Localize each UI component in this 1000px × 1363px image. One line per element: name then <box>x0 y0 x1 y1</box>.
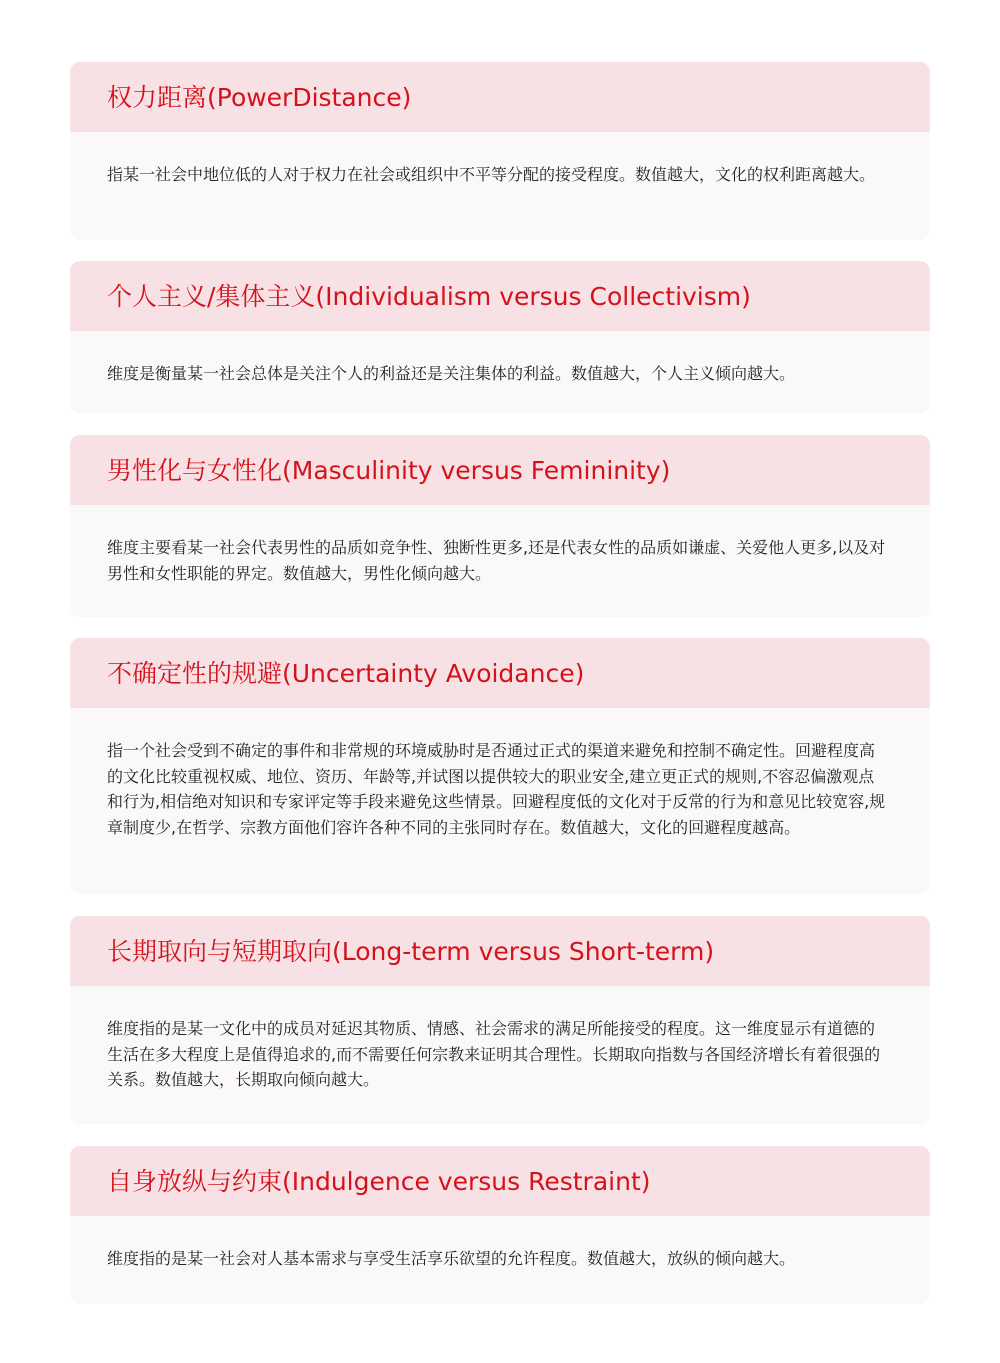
section-description: 维度主要看某一社会代表男性的品质如竞争性、独断性更多,还是代表女性的品质如谦虚、关爱他人更多,以及对男性和女性职能的界定。数值越大，男性化倾向越大。 <box>107 538 886 583</box>
section-header <box>70 435 930 505</box>
section-description: 指一个社会受到不确定的事件和非常规的环境威胁时是否通过正式的渠道来避免和控制不确定性。回避程度高的文化比较重视权威、地位、资历、年龄等,并试图以提供较大的职业安全,建立更正式的规则,不容忍偏激观点和行为,相信绝对知识和专家评定等手段来避免这些情景。回避程度低的文化对于反常的行为和意见比较宽容,规章制度少,在哲学、宗教方面他们容许各种不同的主张同时存在。数值越大，文化的回避程度越高。 <box>107 741 886 837</box>
section-card-indulgence <box>70 1146 930 1304</box>
section-title: 男性化与女性化(Masculinity versus Femininity) <box>107 455 671 485</box>
section-description: 维度指的是某一社会对人基本需求与享受生活享乐欲望的允许程度。数值越大，放纵的倾向越大。 <box>107 1249 796 1268</box>
section-card-masculinity <box>70 435 930 617</box>
section-description: 指某一社会中地位低的人对于权力在社会或组织中不平等分配的接受程度。数值越大，文化的权利距离越大。 <box>107 165 876 184</box>
section-card-uncertainty-avoidance <box>70 638 930 894</box>
section-header <box>70 1146 930 1216</box>
section-header <box>70 638 930 708</box>
section-body <box>70 505 930 586</box>
section-body <box>70 986 930 1093</box>
section-title: 不确定性的规避(Uncertainty Avoidance) <box>107 658 585 688</box>
section-description: 维度是衡量某一社会总体是关注个人的利益还是关注集体的利益。数值越大，个人主义倾向越大。 <box>107 364 796 383</box>
section-description: 维度指的是某一文化中的成员对延迟其物质、情感、社会需求的满足所能接受的程度。这一维度显示有道德的生活在多大程度上是值得追求的,而不需要任何宗教来证明其合理性。长期取向指数与各国经济增长有着很强的关系。数值越大，长期取向倾向越大。 <box>107 1019 881 1089</box>
section-header <box>70 916 930 986</box>
section-title: 个人主义/集体主义(Individualism versus Collectivism) <box>107 281 751 311</box>
section-header <box>70 62 930 132</box>
section-body <box>70 132 930 188</box>
section-body <box>70 1216 930 1272</box>
section-title: 自身放纵与约束(Indulgence versus Restraint) <box>107 1166 651 1196</box>
section-header <box>70 261 930 331</box>
section-card-long-term <box>70 916 930 1124</box>
section-body <box>70 331 930 387</box>
section-title: 权力距离(PowerDistance) <box>107 82 412 112</box>
section-card-individualism <box>70 261 930 413</box>
section-body <box>70 708 930 840</box>
section-card-power-distance <box>70 62 930 240</box>
section-title: 长期取向与短期取向(Long-term versus Short-term) <box>107 936 715 966</box>
